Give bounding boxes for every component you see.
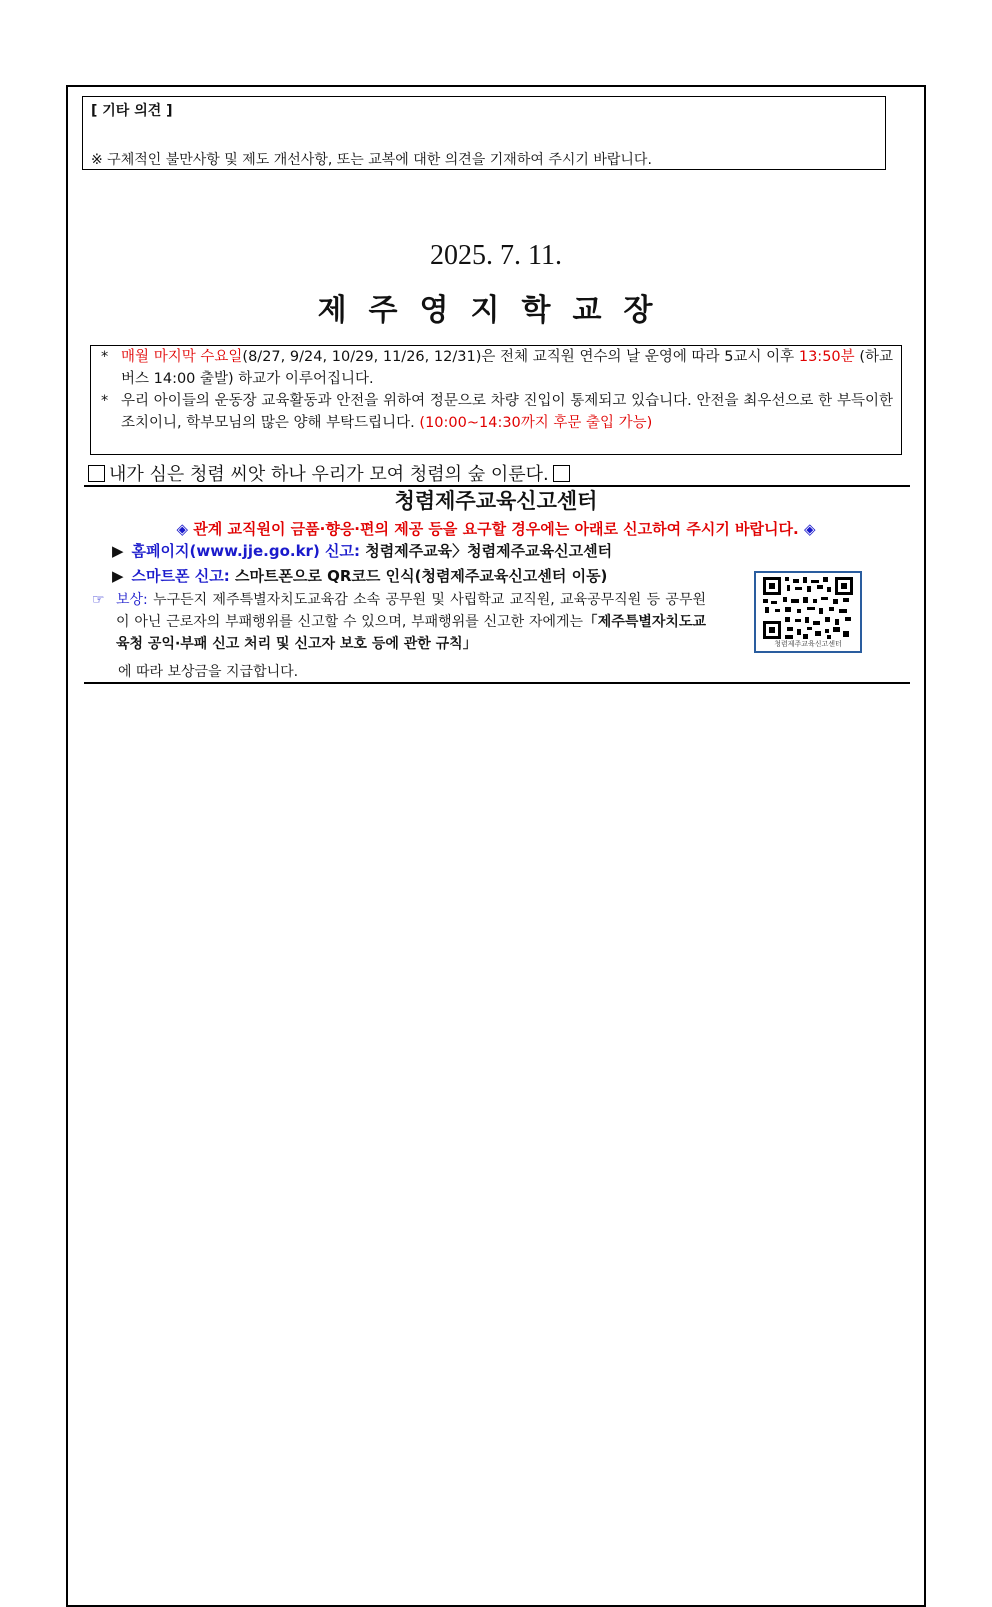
homepage-report-line bbox=[112, 540, 612, 561]
qr-code-icon bbox=[763, 577, 853, 639]
reward-rule: 「제주특별자치도교육청 공익·부패 신고 처리 및 신고자 보호 등에 관한 규칙」 bbox=[116, 614, 706, 652]
document-date: 2025. 7. 11. bbox=[430, 240, 562, 271]
homepage-report-link[interactable]: 홈페이지(www.jje.go.kr) 신고: bbox=[131, 542, 360, 560]
notice-text: 우리 아이들의 운동장 교육활동과 안전을 위하여 정문으로 차량 진입이 통제되고 있습니다. 안전을 최우선으로 한 부득이한 조치이니, 학부모님의 많은 양해 부탁드립니다. bbox=[121, 393, 893, 431]
notice-highlight-time: 13:50분 bbox=[798, 349, 855, 365]
notice-box bbox=[90, 345, 902, 455]
star-bullet: * bbox=[101, 393, 109, 409]
request-text: 관계 교직원이 금품·향응·편의 제공 등을 요구할 경우에는 아래로 신고하여 주시기 바랍니다. bbox=[193, 520, 799, 538]
notice-highlight-wednesday: 매월 마지막 수요일 bbox=[121, 349, 243, 365]
notice-text: (8/27, 9/24, 10/29, 11/26, 12/31)은 전체 교직원 연수의 날 운영에 따라 5교시 이후 bbox=[242, 349, 799, 365]
star-bullet: * bbox=[101, 349, 109, 365]
arrow-right-icon: ▶ bbox=[112, 567, 124, 585]
other-opinion-box[interactable] bbox=[82, 96, 886, 170]
integrity-slogan bbox=[84, 460, 574, 486]
report-request bbox=[0, 518, 992, 539]
notice-item-vehicle-control bbox=[101, 390, 893, 434]
arrow-right-icon: ▶ bbox=[112, 542, 124, 560]
diamond-icon: ◈ bbox=[176, 520, 189, 538]
principal-signature: 제주영지학교장 bbox=[317, 293, 675, 328]
notice-text: (하교 버스 14:00 출발) 하교가 이루어집니다. bbox=[121, 349, 894, 387]
qr-caption: 청렴제주교육신고센터 bbox=[774, 640, 842, 648]
slogan-text: 내가 심은 청렴 씨앗 하나 우리가 모여 청렴의 숲 이룬다. bbox=[109, 464, 549, 485]
smartphone-instructions: 스마트폰으로 QR코드 인식(청렴제주교육신고센터 이동) bbox=[234, 567, 608, 585]
pointing-hand-icon: ☞ bbox=[92, 592, 105, 608]
reward-label: 보상: bbox=[116, 592, 148, 608]
smartphone-report-line bbox=[112, 565, 607, 586]
reward-paragraph bbox=[92, 589, 706, 655]
homepage-path: 청렴제주교육〉청렴제주교육신고센터 bbox=[365, 542, 613, 560]
smartphone-report-label: 스마트폰 신고: bbox=[131, 567, 230, 585]
opinion-title: [ 기타 의견 ] bbox=[91, 103, 173, 119]
opinion-note: ※ 구체적인 불만사항 및 제도 개선사항, 또는 교복에 대한 의견을 기재하여 주시기 바랍니다. bbox=[91, 152, 652, 168]
notice-item-staff-training bbox=[101, 346, 893, 390]
diamond-icon: ◈ bbox=[803, 520, 816, 538]
reward-text: 누구든지 제주특별자치도교육감 소속 공무원 및 사립학교 교직원, 교육공무직원 등 공무원이 아닌 근로자의 부패행위를 신고할 수 있으며, 부패행위를 신고한 자에게는 bbox=[116, 592, 706, 630]
reward-tail: 에 따라 보상금을 지급합니다. bbox=[118, 664, 299, 680]
notice-highlight-backgate: (10:00~14:30까지 후문 출입 가능) bbox=[419, 415, 653, 431]
checkbox-icon bbox=[553, 465, 570, 482]
divider bbox=[84, 682, 910, 684]
report-center-title: 청렴제주교육신고센터 bbox=[394, 489, 598, 513]
qr-code[interactable] bbox=[754, 571, 862, 653]
checkbox-icon bbox=[88, 465, 105, 482]
